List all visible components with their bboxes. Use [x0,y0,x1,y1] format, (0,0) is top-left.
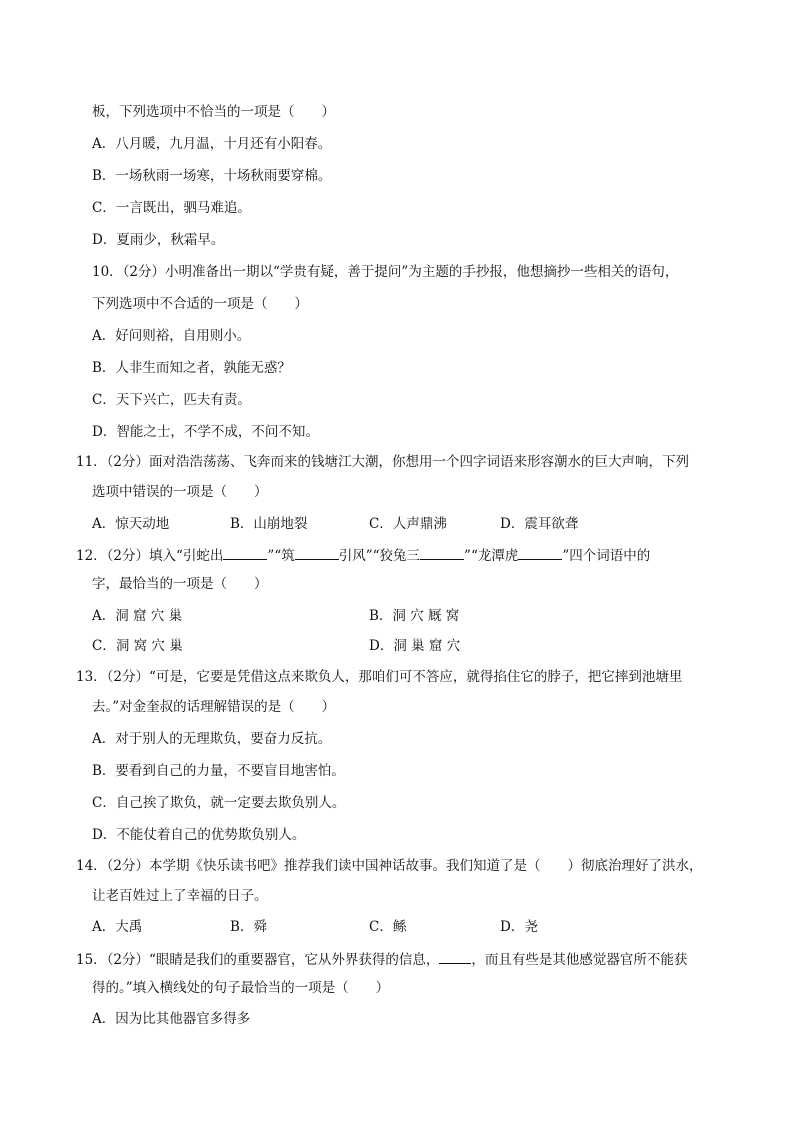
q13-stem-line2: 去。”对金奎叔的话理解错误的是（ ） [92,699,336,715]
q9-option-b: B．一场秋雨一场寒，十场秋雨要穿棉。 [92,168,332,184]
q15-option-a: A．因为比其他器官多得多 [92,1011,251,1027]
q13-option-d: D．不能仗着自己的优势欺负别人。 [92,827,306,843]
q13-option-b: B．要看到自己的力量，不要盲目地害怕。 [92,763,345,779]
q11-option-d: D．震耳欲聋 [500,516,579,532]
q12-stem-line1 [76,545,650,565]
q12-stem-part3: 引风”“狡兔三 [338,548,421,564]
q15-stem-part2: ，而且有些是其他感觉器官所不能获 [471,952,688,968]
q12-blank-1 [223,545,267,560]
q12-option-d: D．洞 巢 窟 穴 [369,638,461,654]
q14-option-b: B．舜 [230,919,267,935]
q13-option-c: C．自己挨了欺负，就一定要去欺负别人。 [92,795,346,811]
q12-option-c: C．洞 窝 穴 巢 [92,638,183,654]
q12-blank-3 [420,545,464,560]
q13-option-a: A．对于别人的无理欺负，要奋力反抗。 [92,731,332,747]
q15-stem-line1 [76,949,687,969]
q12-stem-part2: ”“筑 [267,548,295,564]
q14-stem-line2: 让老百姓过上了幸福的日子。 [92,888,268,904]
q13-stem-line1: 13．（2分）“可是，它要是凭借这点来欺负人，那咱们可不答应，就得掐住它的脖子，把它摔到池塘里 [76,669,683,685]
q11-stem-line1: 11．（2分）面对浩浩荡荡、飞奔而来的钱塘江大潮，你想用一个四字词语来形容潮水的巨大声响，下列 [76,454,690,470]
q12-stem-line2: 字，最恰当的一项是（ ） [92,576,268,592]
q9-option-a: A．八月暖，九月温，十月还有小阳春。 [92,136,332,152]
q11-option-c: C．人声鼎沸 [369,516,447,532]
q14-option-d: D．尧 [500,919,538,935]
q14-option-a: A．大禹 [92,919,143,935]
q11-option-a: A．惊天动地 [92,516,170,532]
q12-option-b: B．洞 穴 厩 窝 [369,608,460,624]
q9-option-d: D．夏雨少，秋霜早。 [92,232,225,248]
q14-stem-line1: 14．（2分）本学期《快乐读书吧》推荐我们读中国神话故事。我们知道了是（ ）彻底治理好了洪水， [76,858,703,874]
q9-stem-continuation: 板，下列选项中不恰当的一项是（ ） [92,104,335,120]
q15-stem-part1: 15．（2分）“眼睛是我们的重要器官，它从外界获得的信息， [76,952,440,968]
q15-stem-line2: 得的。”填入横线处的句子最恰当的一项是（ ） [92,980,390,996]
q14-option-c: C．鲧 [369,919,407,935]
q10-option-c: C．天下兴亡，匹夫有责。 [92,392,251,408]
q12-blank-2 [295,545,339,560]
q12-stem-part1: 12．（2分）填入“引蛇出 [76,548,224,564]
q10-stem-line2: 下列选项中不合适的一项是（ ） [92,296,308,312]
q10-option-a: A．好问则裕，自用则小。 [92,328,251,344]
q10-option-d: D．智能之士，不学不成，不问不知。 [92,424,319,440]
q15-blank [439,949,471,964]
q12-stem-part4: ”“龙潭虎 [464,548,519,564]
q11-stem-line2: 选项中错误的一项是（ ） [92,484,268,500]
q12-blank-4 [518,545,562,560]
q12-option-a: A．洞 窟 穴 巢 [92,608,183,624]
q11-option-b: B．山崩地裂 [230,516,308,532]
q9-option-c: C．一言既出，驷马难追。 [92,200,251,216]
q10-stem-line1: 10．（2分）小明准备出一期以“学贵有疑，善于提问”为主题的手抄报，他想摘抄一些相关的语句， [92,264,679,280]
q10-option-b: B．人非生而知之者，孰能无惑？ [92,360,291,376]
q12-stem-part5: ”四个词语中的 [562,548,651,564]
